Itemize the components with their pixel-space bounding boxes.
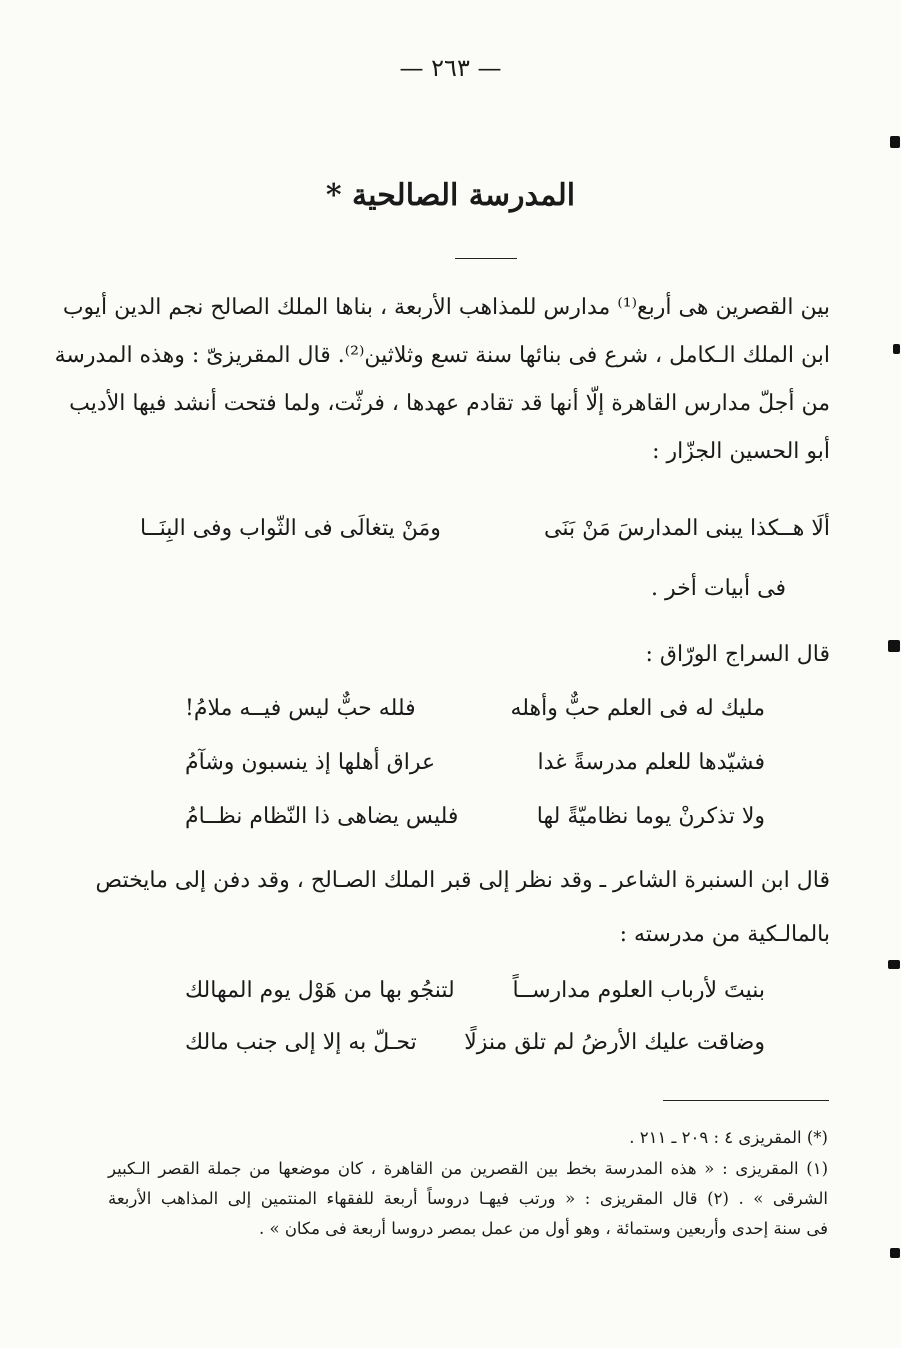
footnote-line: (١) المقريزى : « هذه المدرسة بخط بين القصرين من القاهرة ، كان موضعها من جملة القصر الـكبير [108, 1159, 828, 1178]
verse-line [185, 750, 765, 784]
scan-ink-mark [890, 136, 900, 148]
scan-ink-mark [893, 344, 900, 354]
paragraph-line: بالمالـكية من مدرسته : [619, 922, 830, 947]
verse-note: فى أبيات أخر . [651, 576, 786, 601]
verse-line [140, 516, 830, 550]
verse-hemistich-second: عراق أهلها إذ ينسبون وشآمُ [185, 750, 436, 775]
verse-hemistich-second: فليس يضاهى ذا النّظام نظــامُ [185, 804, 459, 829]
verse-hemistich-first: بنيتَ لأرباب العلوم مدارســاً [512, 978, 765, 1003]
verse-line [185, 696, 765, 730]
verse-hemistich-first: ألَا هــكذا يبنى المدارسَ مَنْ بَنَى [544, 516, 830, 541]
paragraph-line: ابن الملك الـكامل ، شرع فى بنائها سنة تسع وثلاثين⁽²⁾. قال المقريزىّ : وهذه المدرسة [54, 343, 830, 368]
verse-hemistich-second: فلله حبٌّ ليس فيــه ملامُ! [185, 696, 416, 721]
page-number: — ٢٦٣ — [399, 54, 502, 82]
verse-hemistich-second: ومَنْ يتغالَى فى الثّواب وفى البِنَــا [140, 516, 441, 541]
verse-hemistich-first: مليك له فى العلم حبٌّ وأهله [510, 696, 765, 721]
scan-ink-mark [888, 960, 900, 969]
page-title: المدرسة الصالحية * [325, 178, 576, 213]
paragraph-line: قال ابن السنبرة الشاعر ـ وقد نظر إلى قبر الملك الصـالح ، وقد دفن إلى مايختص [95, 868, 830, 893]
scan-ink-mark [888, 640, 900, 652]
footnote-divider [663, 1100, 829, 1101]
verse-hemistich-first: وضاقت عليك الأرضُ لم تلق منزلًا [464, 1030, 765, 1055]
verse-line [185, 978, 765, 1012]
footnote-line: فى سنة إحدى وأربعين وستمائة ، وهو أول من عمل بمصر دروسا أربعة فى مكان » . [258, 1219, 828, 1238]
paragraph-line: بين القصرين هى أربع⁽¹⁾ مدارس للمذاهب الأربعة ، بناها الملك الصالح نجم الدين أيوب [62, 295, 830, 320]
footnote-line: (*) المقريزى ٤ : ٢٠٩ ـ ٢١١ . [629, 1128, 828, 1147]
verse-hemistich-second: لتنجُو بها من هَوْل يوم المهالك [185, 978, 455, 1003]
verse-hemistich-first: فشيّدها للعلم مدرسةً غدا [537, 750, 765, 775]
verse-line [185, 1030, 765, 1064]
scan-ink-mark [890, 1248, 900, 1258]
verse-hemistich-second: تحـلّ به إلا إلى جنب مالك [185, 1030, 417, 1055]
title-divider [455, 258, 517, 259]
verse-line [185, 804, 765, 838]
verse-hemistich-first: ولا تذكرنْ يوما نظاميّةً لها [536, 804, 765, 829]
paragraph-line: أبو الحسين الجزّار : [652, 439, 830, 464]
paragraph-line: من أجلّ مدارس القاهرة إلّا أنها قد تقادم عهدها ، فرثّت، ولما فتحت أنشد فيها الأديب [69, 391, 830, 416]
poet-intro: قال السراج الورّاق : [645, 642, 830, 667]
footnote-line: الشرقى » . (٢) قال المقريزى : « ورتب فيهـا دروساً أربعة للفقهاء المنتمين إلى المذاهب الأربعة [108, 1189, 828, 1208]
